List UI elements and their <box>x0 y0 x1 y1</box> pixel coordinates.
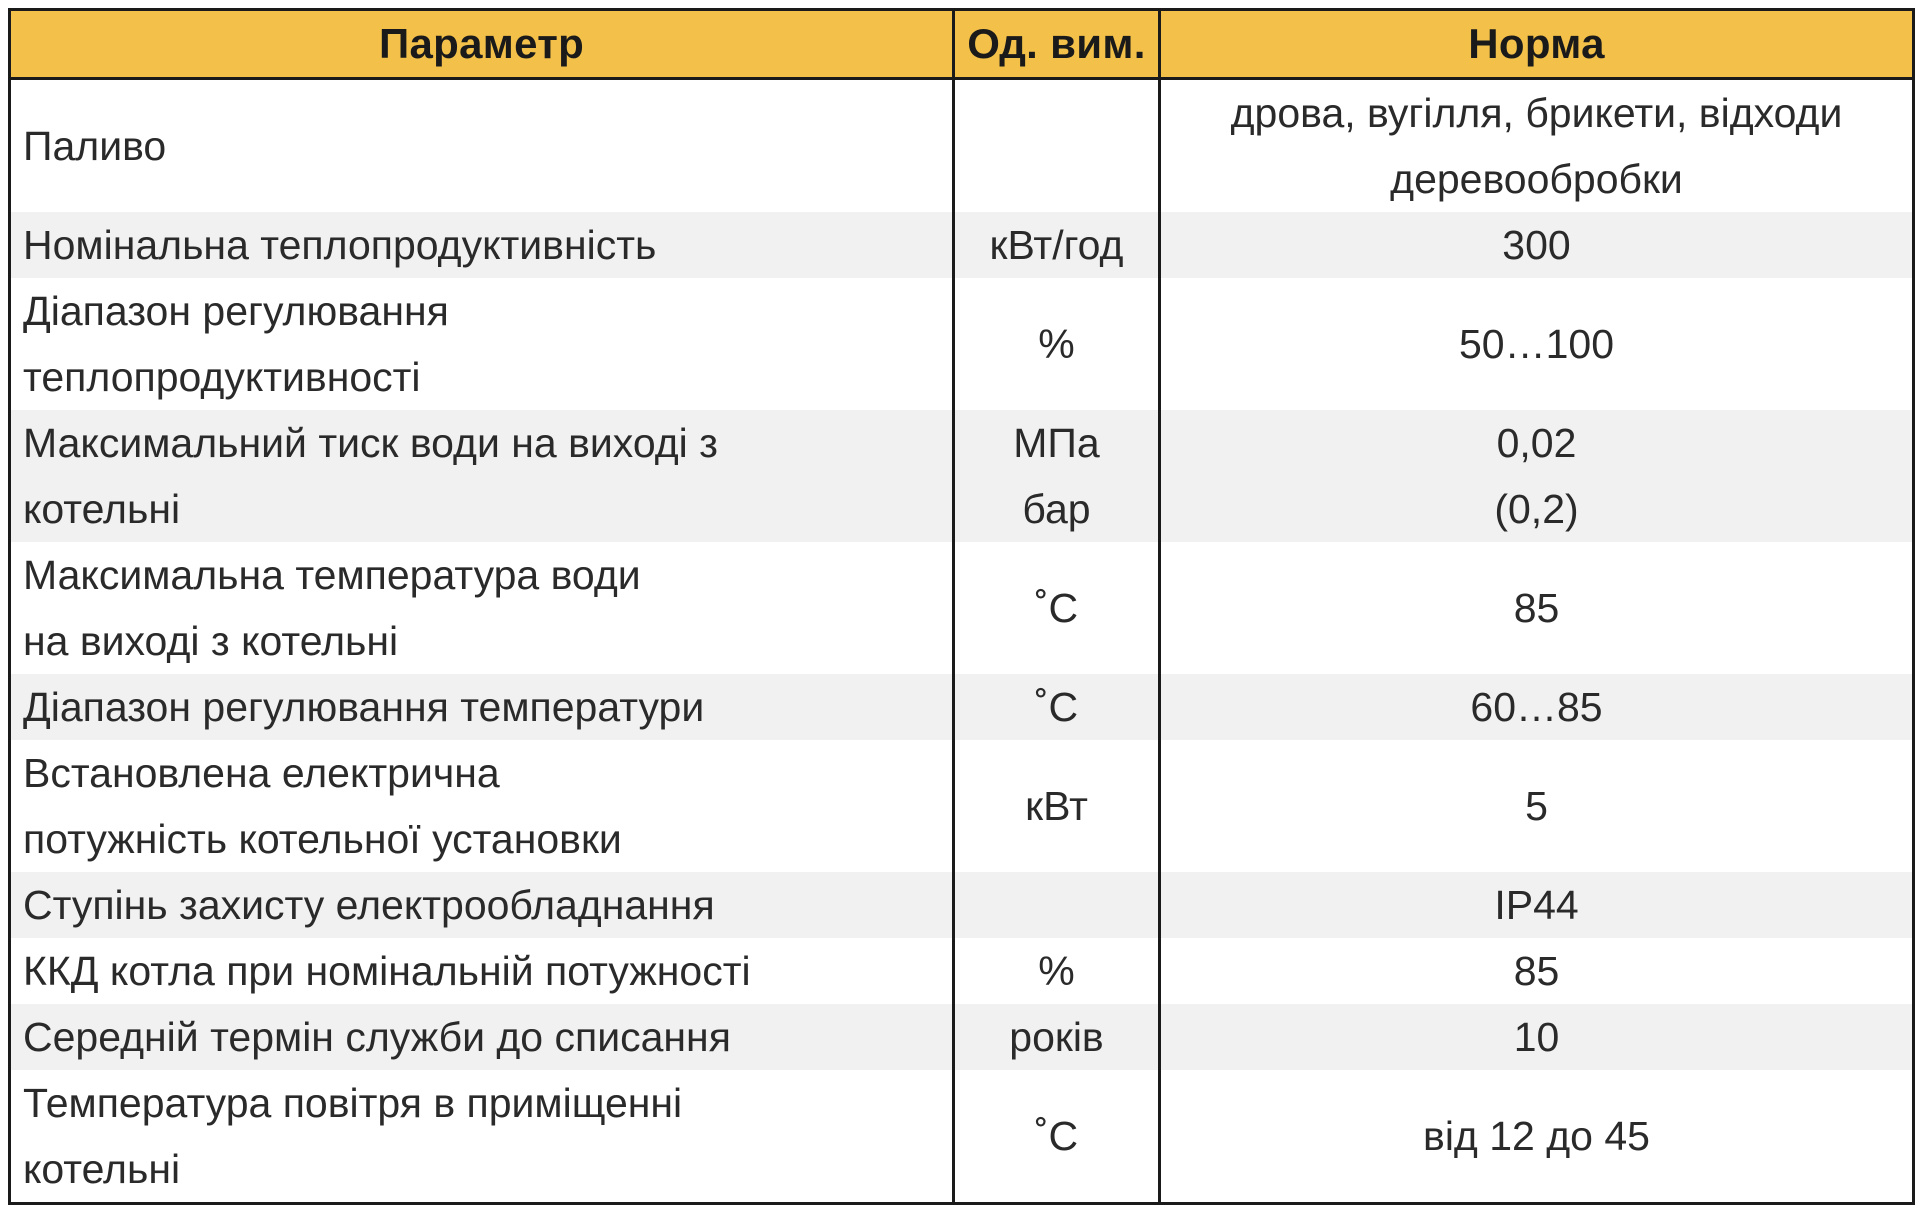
table-row <box>10 740 1914 872</box>
unit-text: років <box>1009 1014 1104 1060</box>
param-text: Середній термін служби до списання <box>23 1014 731 1060</box>
param-cell <box>10 542 954 674</box>
param-cell <box>10 278 954 410</box>
norm-cell <box>1160 278 1914 410</box>
header-unit: Од. вим. <box>954 10 1160 79</box>
table-row <box>10 938 1914 1004</box>
unit-text: ˚С <box>1034 684 1079 730</box>
table-row <box>10 1004 1914 1070</box>
norm-text: IP44 <box>1494 882 1579 928</box>
unit-cell <box>954 278 1160 410</box>
norm-cell <box>1160 212 1914 278</box>
table-row <box>10 872 1914 938</box>
unit-cell <box>954 740 1160 872</box>
norm-cell <box>1160 1004 1914 1070</box>
table-row <box>10 79 1914 213</box>
norm-text: 10 <box>1513 1014 1560 1060</box>
table-row <box>10 410 1914 542</box>
unit-cell <box>954 1004 1160 1070</box>
param-text: на виході з котельні <box>23 618 399 664</box>
param-text: котельні <box>23 1146 181 1192</box>
norm-text: дрова, вугілля, брикети, відходи <box>1230 90 1843 136</box>
unit-cell <box>954 79 1160 213</box>
table-body <box>10 79 1914 1204</box>
param-text: Температура повітря в приміщенні <box>23 1080 683 1126</box>
param-text: ККД котла при номінальній потужності <box>23 948 751 994</box>
unit-cell <box>954 938 1160 1004</box>
unit-cell <box>954 1070 1160 1204</box>
norm-text: 50…100 <box>1458 321 1614 367</box>
norm-cell <box>1160 79 1914 213</box>
norm-text: 300 <box>1502 222 1571 268</box>
norm-text: деревообробки <box>1390 156 1683 202</box>
param-text: Максимальна температура води <box>23 552 641 598</box>
table-row <box>10 542 1914 674</box>
param-cell <box>10 212 954 278</box>
param-text: теплопродуктивності <box>23 354 421 400</box>
unit-text: кВт <box>1025 783 1088 829</box>
table-row <box>10 212 1914 278</box>
param-text: Максимальний тиск води на виході з <box>23 420 718 466</box>
norm-text: 60…85 <box>1470 684 1603 730</box>
param-cell <box>10 410 954 542</box>
spec-table-container <box>8 8 1912 1205</box>
header-param: Параметр <box>10 10 954 79</box>
norm-cell <box>1160 872 1914 938</box>
norm-text: 85 <box>1513 948 1560 994</box>
norm-cell <box>1160 674 1914 740</box>
norm-text: 5 <box>1525 783 1548 829</box>
param-text: Паливо <box>23 123 167 169</box>
table-row <box>10 1070 1914 1204</box>
param-text: котельні <box>23 486 181 532</box>
param-text: Діапазон регулювання температури <box>23 684 705 730</box>
unit-text: МПа <box>1013 420 1100 466</box>
param-text: Встановлена електрична <box>23 750 500 796</box>
unit-text: % <box>1038 948 1075 994</box>
unit-text: % <box>1038 321 1075 367</box>
header-norm: Норма <box>1160 10 1914 79</box>
norm-cell <box>1160 1070 1914 1204</box>
table-header <box>10 10 1914 79</box>
unit-text: ˚С <box>1034 585 1079 631</box>
norm-text: (0,2) <box>1494 486 1579 532</box>
unit-cell <box>954 674 1160 740</box>
spec-table <box>8 8 1915 1205</box>
table-row <box>10 674 1914 740</box>
unit-cell <box>954 542 1160 674</box>
param-text: Діапазон регулювання <box>23 288 449 334</box>
param-cell <box>10 938 954 1004</box>
unit-cell <box>954 872 1160 938</box>
norm-cell <box>1160 410 1914 542</box>
param-cell <box>10 674 954 740</box>
param-text: Ступінь захисту електрообладнання <box>23 882 715 928</box>
unit-cell <box>954 410 1160 542</box>
norm-cell <box>1160 938 1914 1004</box>
header-row <box>10 10 1914 79</box>
unit-cell <box>954 212 1160 278</box>
norm-text: від 12 до 45 <box>1423 1113 1650 1159</box>
param-cell <box>10 79 954 213</box>
norm-text: 0,02 <box>1496 420 1577 466</box>
table-row <box>10 278 1914 410</box>
unit-text: кВт/год <box>989 222 1124 268</box>
norm-cell <box>1160 542 1914 674</box>
param-cell <box>10 872 954 938</box>
param-cell <box>10 1070 954 1204</box>
norm-text: 85 <box>1513 585 1560 631</box>
unit-text: бар <box>1022 486 1091 532</box>
unit-text: ˚С <box>1034 1113 1079 1159</box>
param-cell <box>10 1004 954 1070</box>
param-cell <box>10 740 954 872</box>
param-text: потужність котельної установки <box>23 816 622 862</box>
param-text: Номінальна теплопродуктивність <box>23 222 657 268</box>
norm-cell <box>1160 740 1914 872</box>
